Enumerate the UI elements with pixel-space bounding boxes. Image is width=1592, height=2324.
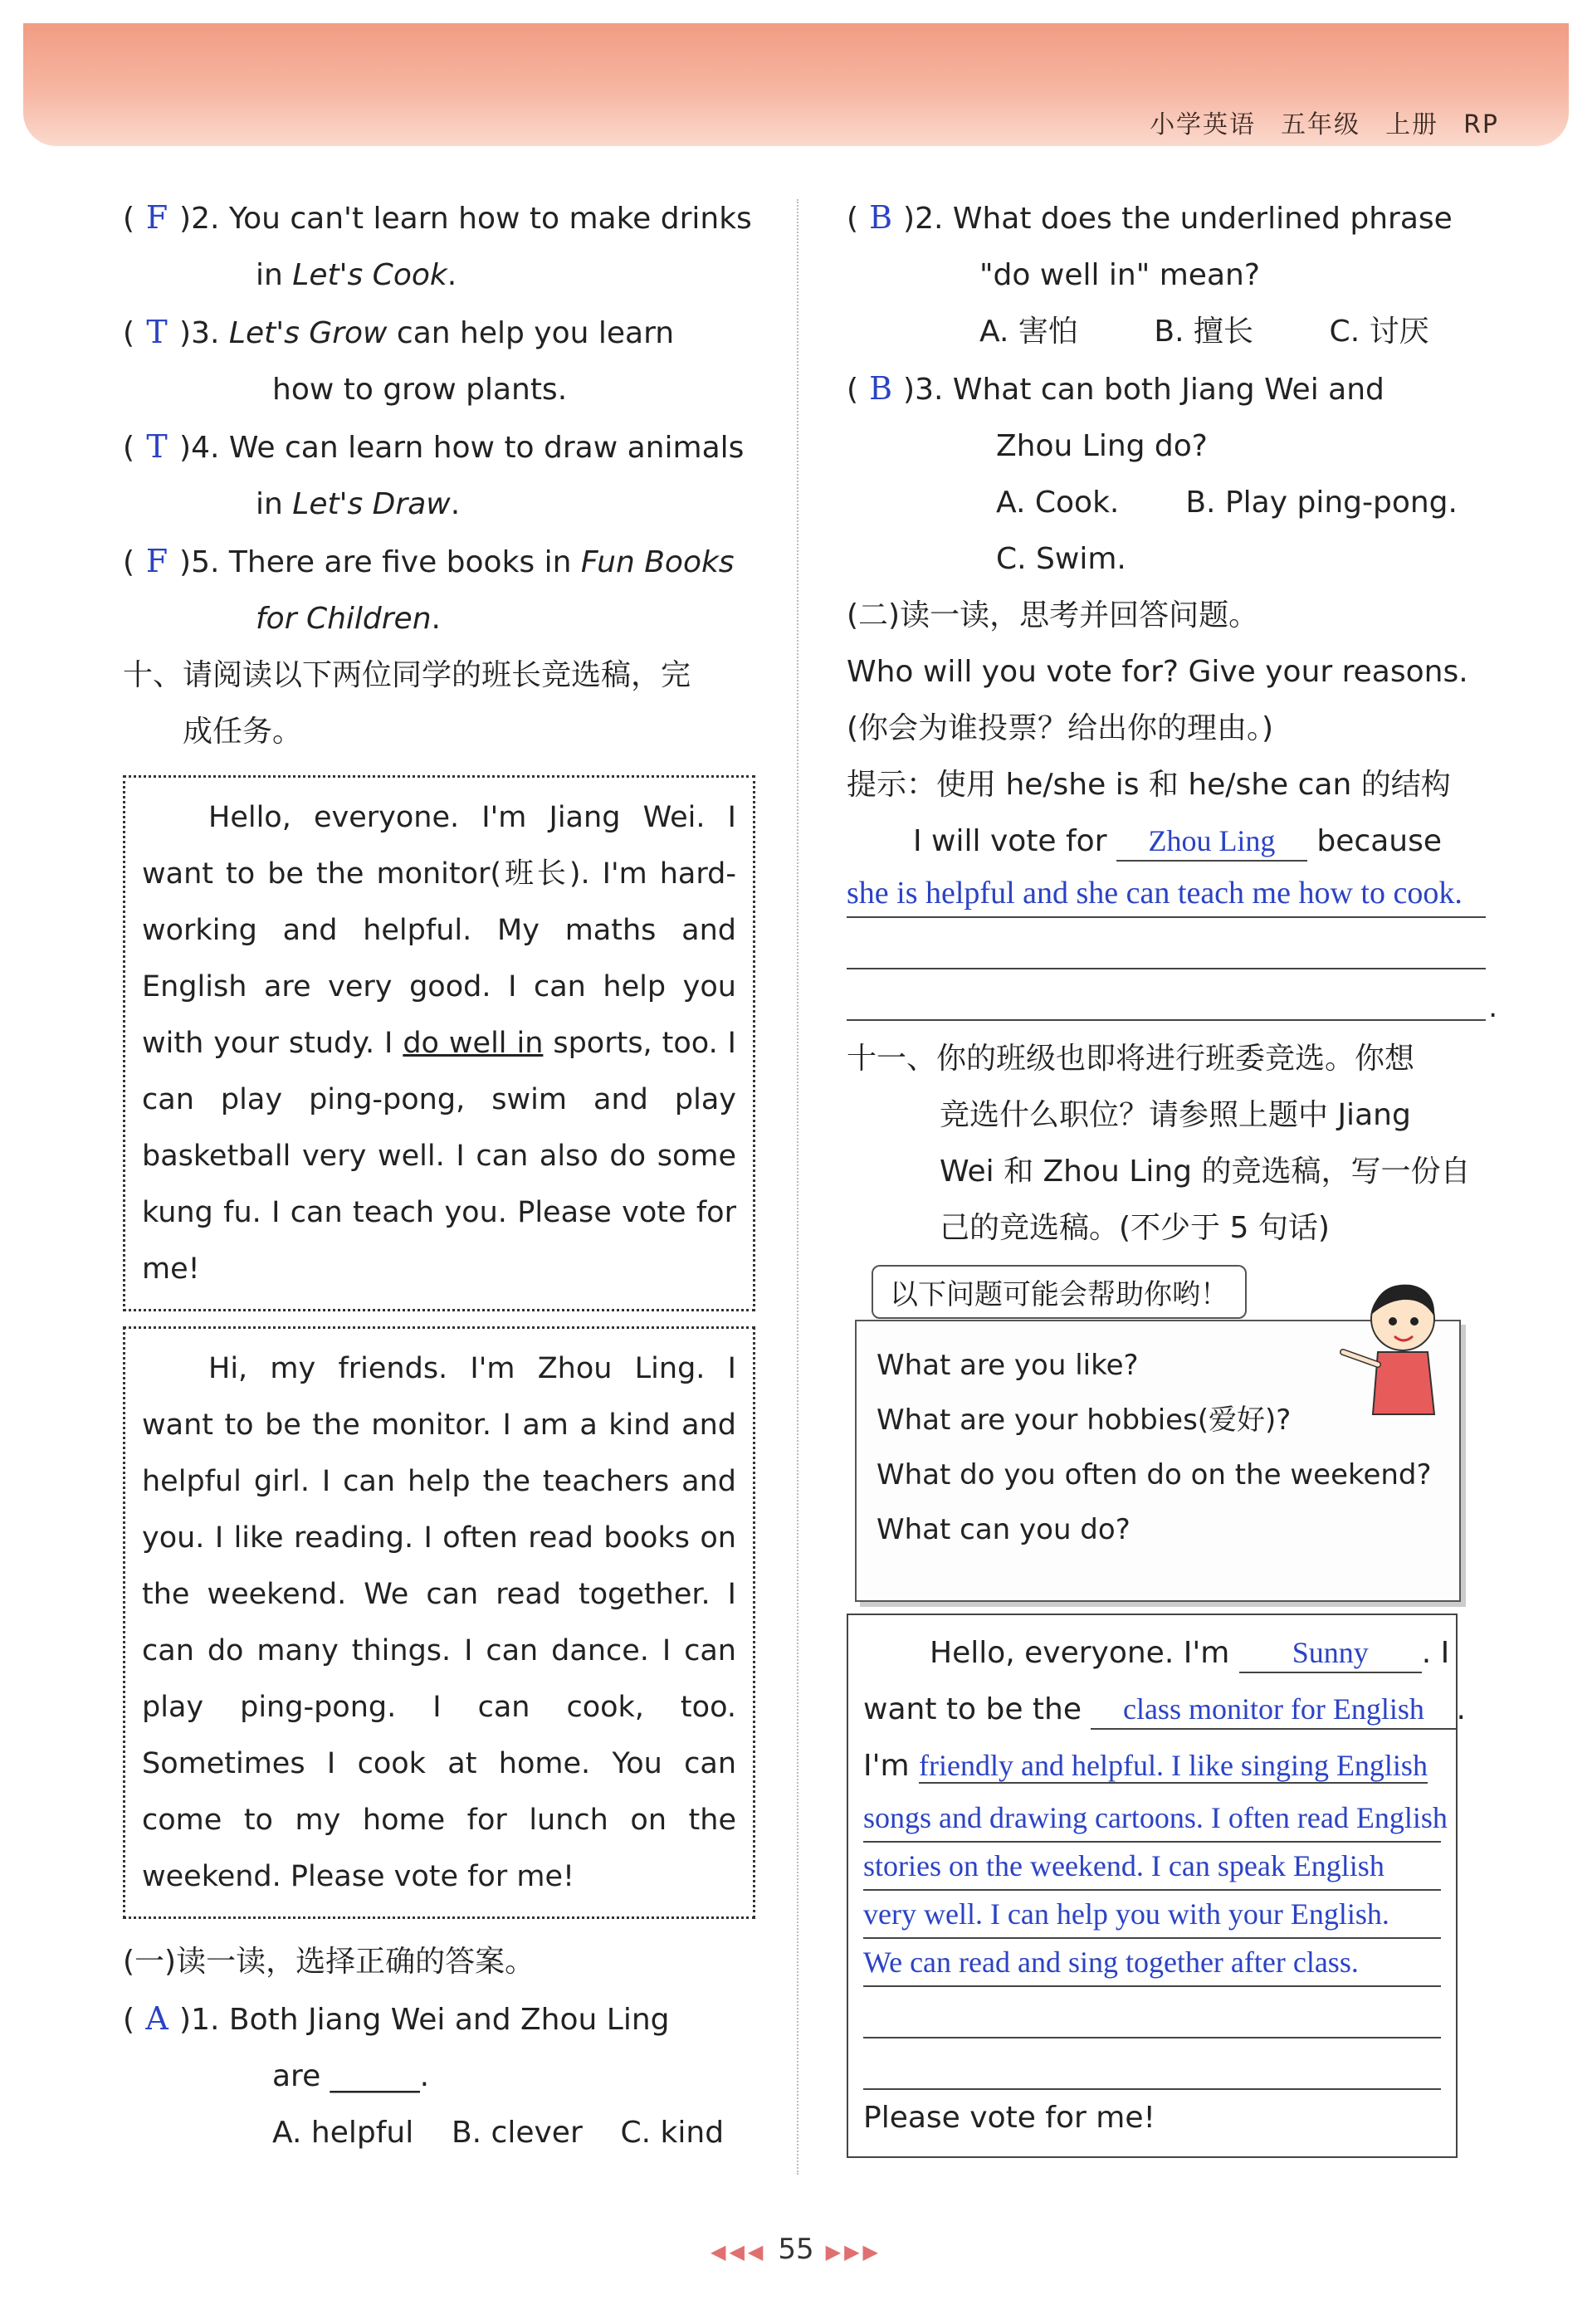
header-labels	[1125, 104, 1499, 140]
right-column: ( B )2. What does the underlined phrase "do well in" mean? A. 害怕 B. 擅长 C. 讨厌 ( B )3. What can both Jiang Wei and Zhou Ling do? A. Cook. B. Play ping-pong. C. Swim. (二)读一读，思考并回答问题。 Who will you vote for? Give your reasons. (你会为谁投票？给出你的理由。) 提示：使用 he/she is 和 he/she can 的结构 I will vote for Zhou Ling because she is helpful and she can teach me how to cook. . 十一、你的班级也即将进行班委竞选。你想 竞选什么职位？请参照上题中 Jiang Wei 和 Zhou Ling 的竞选稿，写一份自 己的竞选稿。(不少于 5 句话) What are you like? What are your hobbies(爱好)? What do you often do on the weekend? What can you do? 以下问题可能会帮助你哟！ Hello, everyone. I'm Sunny . I want to be the class monitor for English . I'm friendly and helpful. I like singing English songs and drawing cartoons. I often read English stories on the weekend. I can speak English very well. I can help you with your English. We can read and sing together after class. Please vote for me!	[847, 189, 1486, 2158]
left-column	[123, 189, 755, 2161]
blank-line[interactable]: .	[847, 969, 1486, 1021]
hint-text: 提示：使用 he/she is 和 he/she can 的结构	[847, 768, 1451, 802]
speech-zhou-ling: Hi, my friends. I'm Zhou Ling. I want to be the monitor. I am a kind and helpful girl. I can help the teachers and you. I like reading. I often read books on the weekend. We can read together. I can do many things. I can dance. I can play ping-pong. I can cook, too. Sometimes I cook at home. You can come to my home for lunch on the weekend. Please vote for me!	[123, 1326, 755, 1919]
closing-line: Please vote for me!	[863, 2101, 1155, 2135]
part-1-title: (一)读一读，选择正确的答案。	[123, 1945, 535, 1979]
writing-answer-line[interactable]: friendly and helpful. I like singing English	[919, 1749, 1428, 1782]
tf-item-3: ( T )3. Let's Grow can help you learn how to grow plants.	[123, 304, 755, 418]
answer-mark: A	[145, 2000, 168, 2037]
header-subject: 小学英语	[1150, 110, 1257, 139]
part-2-title: (二)读一读，思考并回答问题。	[847, 598, 1259, 632]
section-11-title: 十一、你的班级也即将进行班委竞选。你想	[847, 1042, 1415, 1076]
answer-mark: F	[145, 199, 168, 236]
tf-item-5: ( F )5. There are five books in Fun Books for Children.	[123, 533, 755, 647]
part-2-question: Who will you vote for? Give your reasons.	[847, 655, 1468, 689]
column-divider	[797, 199, 798, 2175]
answer-mark: B	[869, 199, 893, 236]
part-2-question-cn: (你会为谁投票？给出你的理由。)	[847, 711, 1274, 745]
blank-line[interactable]	[863, 2038, 1441, 2090]
underlined-phrase: do well in	[403, 1027, 544, 1060]
writing-answer-line[interactable]: songs and drawing cartoons. I often read English	[863, 1794, 1441, 1843]
answer-mark: F	[145, 543, 168, 579]
question-1: ( A )1. Both Jiang Wei and Zhou Ling are ______. A. helpful B. clever C. kind	[123, 1990, 755, 2161]
tips-label: 以下问题可能会帮助你哟！	[872, 1265, 1247, 1319]
tip-item: What do you often do on the weekend?	[877, 1458, 1432, 1492]
boy-cartoon-icon	[1336, 1273, 1461, 1423]
header-grade: 五年级	[1281, 110, 1361, 139]
section-10-title: 十、请阅读以下两位同学的班长竞选稿，完	[123, 658, 691, 692]
tip-item: What are your hobbies(爱好)?	[877, 1404, 1292, 1437]
answer-mark: T	[146, 314, 168, 350]
header-volume: 上册	[1385, 110, 1439, 139]
answer-mark: T	[146, 428, 168, 465]
tf-item-2: ( F )2. You can't learn how to make drinks in Let's Cook.	[123, 189, 755, 304]
position-answer[interactable]: class monitor for English	[1091, 1690, 1456, 1730]
speech-jiang-wei: Hello, everyone. I'm Jiang Wei. I want to be the monitor(班长). I'm hard-working and helpful. My maths and English are very good. I can help you with your study. I do well in sports, too. I can play ping-pong, swim and play basketball very well. I can also do some kung fu. I can teach you. Please vote for me!	[123, 775, 755, 1311]
section-10-title-cont: 成任务。	[183, 715, 303, 749]
blank-line[interactable]	[863, 1987, 1441, 2038]
next-arrows-icon: ▶▶▶	[825, 2240, 881, 2263]
name-answer[interactable]: Sunny	[1239, 1633, 1422, 1673]
tip-item: What can you do?	[877, 1513, 1131, 1546]
vote-name-answer[interactable]: Zhou Ling	[1116, 822, 1307, 862]
writing-answer-line[interactable]: very well. I can help you with your English.	[863, 1891, 1441, 1939]
reason-answer[interactable]: she is helpful and she can teach me how to cook.	[847, 870, 1486, 918]
writing-answer-line[interactable]: stories on the weekend. I can speak English	[863, 1843, 1441, 1891]
writing-box: Hello, everyone. I'm Sunny . I want to be the class monitor for English . I'm friendly and helpful. I like singing English songs and drawing cartoons. I often read English stories on the weekend. I can speak English very well. I can help you with your English. We can read and sing together after class. Please vote for me!	[847, 1614, 1458, 2158]
tf-item-4: ( T )4. We can learn how to draw animals in Let's Draw.	[123, 418, 755, 533]
tips-panel	[847, 1265, 1486, 1614]
question-3: ( B )3. What can both Jiang Wei and Zhou Ling do? A. Cook. B. Play ping-pong. C. Swim.	[847, 360, 1486, 588]
writing-answer-line[interactable]: We can read and sing together after class.	[863, 1939, 1441, 1987]
page-number: ◀◀◀ 55 ▶▶▶	[710, 2233, 881, 2266]
question-2: ( B )2. What does the underlined phrase "do well in" mean? A. 害怕 B. 擅长 C. 讨厌	[847, 189, 1486, 360]
prev-arrows-icon: ◀◀◀	[710, 2240, 767, 2263]
blank-line[interactable]	[847, 918, 1486, 969]
vote-line: I will vote for Zhou Ling because	[847, 813, 1486, 870]
answer-mark: B	[869, 370, 893, 407]
header-edition: RP	[1463, 110, 1499, 139]
tip-item: What are you like?	[877, 1349, 1139, 1382]
